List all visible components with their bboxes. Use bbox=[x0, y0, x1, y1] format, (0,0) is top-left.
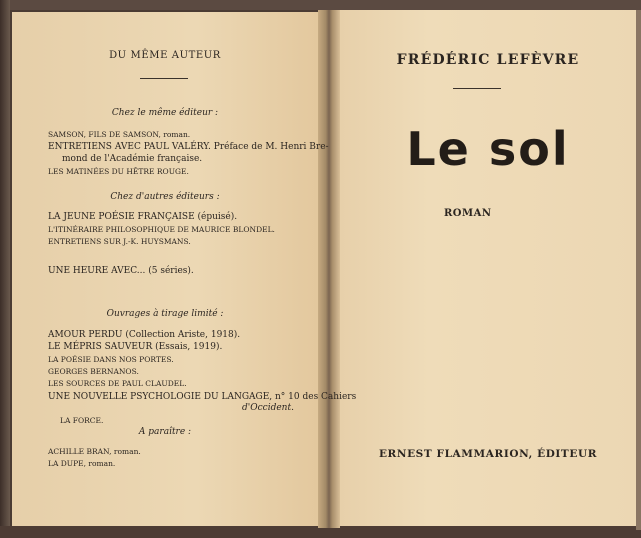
publisher-imprint: ERNEST FLAMMARION, ÉDITEUR bbox=[378, 448, 598, 460]
book-line: SAMSON, FILS DE SAMSON, roman. bbox=[48, 130, 191, 139]
book-line: LA DUPE, roman. bbox=[48, 459, 116, 468]
cover-edge-left bbox=[0, 0, 10, 538]
page-heading: DU MÊME AUTEUR bbox=[109, 50, 221, 61]
book-line: mond de l'Académie française. bbox=[62, 154, 203, 164]
book-line: LE MÉPRIS SAUVEUR (Essais, 1919). bbox=[48, 342, 223, 352]
section-title-same-publisher: Chez le même éditeur : bbox=[111, 108, 219, 118]
section-title-other-publishers: Chez d'autres éditeurs : bbox=[110, 192, 220, 202]
author-name: FRÉDÉRIC LEFÈVRE bbox=[396, 52, 580, 68]
book-line: LA JEUNE POÉSIE FRANÇAISE (épuisé). bbox=[48, 212, 238, 222]
book-line: L'ITINÉRAIRE PHILOSOPHIQUE DE MAURICE BLONDEL. bbox=[48, 225, 275, 234]
book-line: AMOUR PERDU (Collection Ariste, 1918). bbox=[48, 330, 241, 340]
book-line: d'Occident. bbox=[242, 403, 294, 413]
book-line: ENTRETIENS SUR J.-K. HUYSMANS. bbox=[48, 237, 191, 246]
book-line: GEORGES BERNANOS. bbox=[48, 367, 139, 376]
section-title-limited: Ouvrages à tirage limité : bbox=[106, 309, 224, 319]
book-line: LES SOURCES DE PAUL CLAUDEL. bbox=[48, 379, 187, 388]
book-line: ENTRETIENS AVEC PAUL VALÉRY. Préface de M. Henri Bre- bbox=[48, 142, 329, 152]
book-line: LA FORCE. bbox=[60, 416, 104, 425]
genre-label: ROMAN bbox=[444, 208, 492, 219]
book-line: UNE HEURE AVEC... (5 séries). bbox=[48, 266, 194, 276]
right-page-content bbox=[340, 10, 636, 526]
book-gutter bbox=[318, 10, 340, 528]
left-page-content bbox=[12, 12, 357, 526]
cover-edge-right bbox=[636, 10, 641, 530]
book-line: ACHILLE BRAN, roman. bbox=[48, 447, 141, 456]
book-line: LES MATINÉES DU HÊTRE ROUGE. bbox=[48, 167, 189, 176]
book-title: Le sol bbox=[406, 122, 570, 176]
book-line: LA POÉSIE DANS NOS PORTES. bbox=[48, 355, 174, 364]
author-rule bbox=[453, 88, 501, 89]
heading-rule bbox=[140, 78, 188, 79]
section-title-forthcoming: A paraître : bbox=[138, 427, 192, 437]
book-line: UNE NOUVELLE PSYCHOLOGIE DU LANGAGE, n° 10 des Cahiers bbox=[48, 392, 357, 402]
cover-edge-top bbox=[0, 0, 641, 10]
